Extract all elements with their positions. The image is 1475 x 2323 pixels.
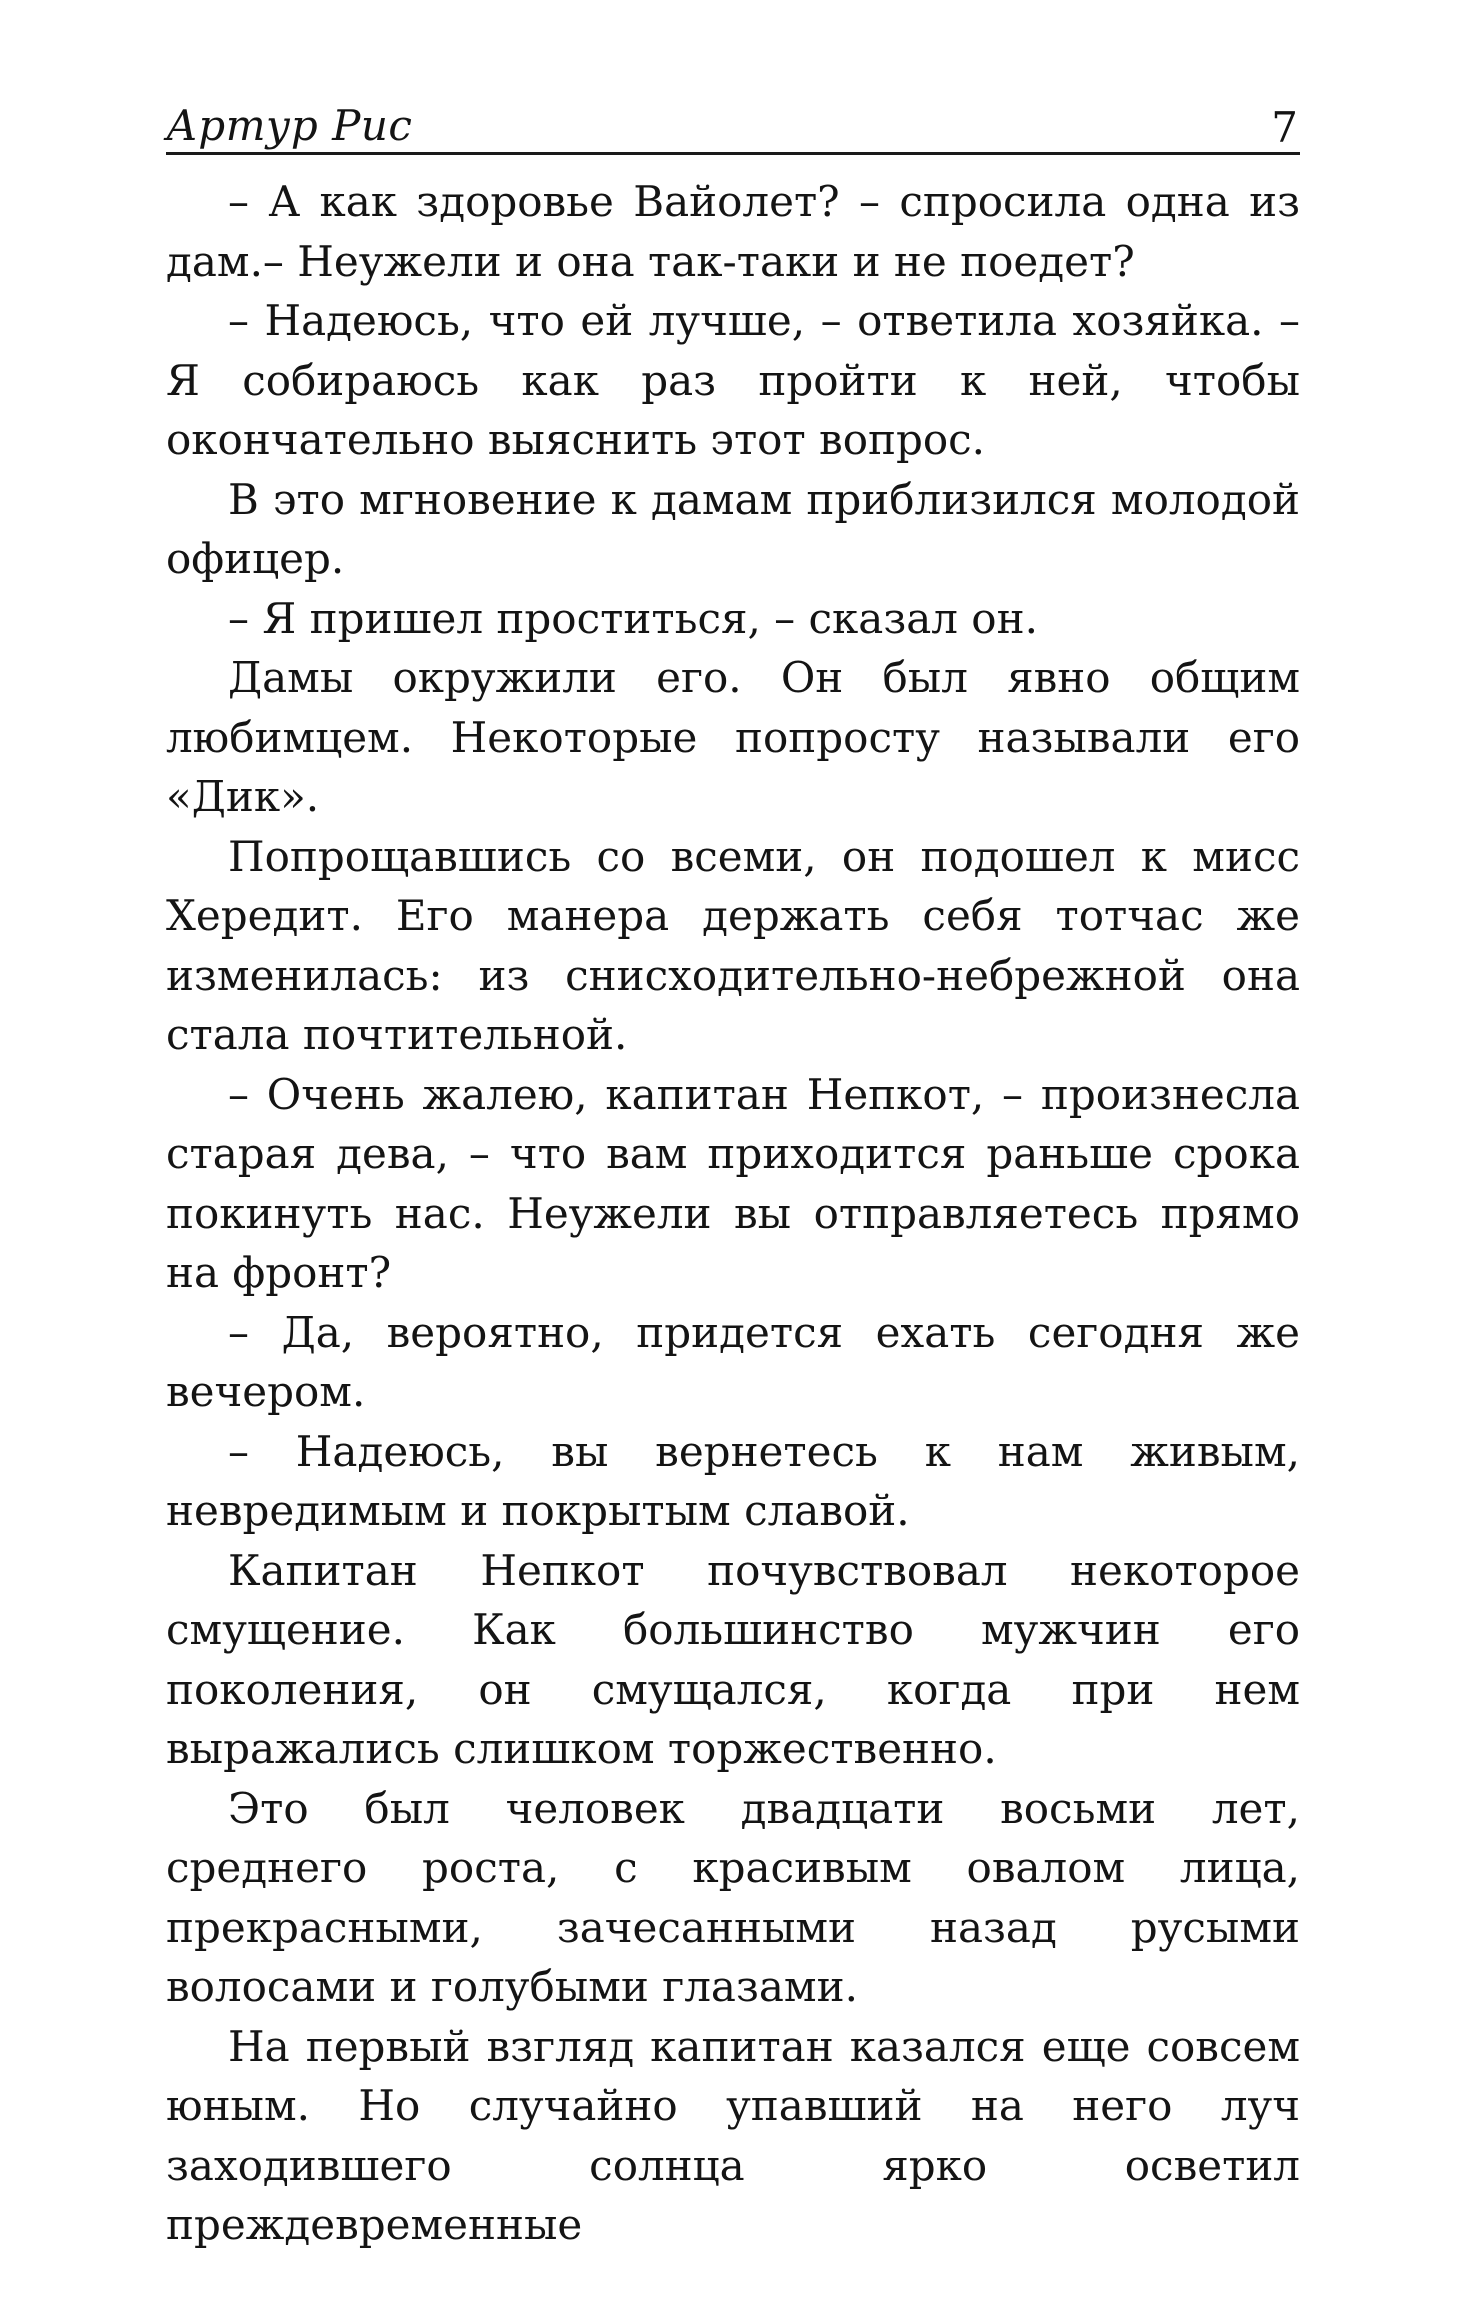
paragraph: – А как здоровье Вайолет? – спросила одна из дам.– Неужели и она так-таки и не поедет? (166, 177, 1300, 286)
paragraph: Это был человек двадцати восьми лет, среднего роста, с красивым овалом лица, прекрасными, зачесанными назад русыми волосами и голубыми глазами. (166, 1783, 1300, 2011)
paragraph: Дамы окружили его. Он был явно общим любимцем. Некоторые попросту называли его «Дик». (166, 653, 1300, 821)
paragraph: – Надеюсь, что ей лучше, – ответила хозяйка. – Я собираюсь как раз пройти к ней, чтобы окончательно выяснить этот вопрос. (166, 296, 1300, 464)
paragraph: На первый взгляд капитан казался еще совсем юным. Но случайно упавший на него луч заходившего солнца ярко осветил преждевременные (166, 2021, 1300, 2249)
paragraph: В это мгновение к дамам приблизился молодой офицер. (166, 474, 1300, 583)
body-text (166, 172, 1300, 2255)
page-number: 7 (1271, 103, 1298, 152)
paragraph: – Очень жалею, капитан Непкот, – произнесла старая дева, – что вам приходится раньше срока покинуть нас. Неужели вы отправляетесь прямо на фронт? (166, 1069, 1300, 1297)
paragraph: Капитан Непкот почувствовал некоторое смущение. Как большинство мужчин его поколения, он смущался, когда при нем выражались слишком торжественно. (166, 1545, 1300, 1773)
paragraph: – Да, вероятно, придется ехать сегодня же вечером. (166, 1307, 1300, 1416)
header-rule (166, 152, 1300, 155)
running-head-author: Артур Рис (166, 101, 413, 150)
paragraph: – Надеюсь, вы вернетесь к нам живым, невредимым и покрытым славой. (166, 1426, 1300, 1535)
paragraph: – Я пришел проститься, – сказал он. (228, 593, 1038, 643)
running-head (166, 96, 1300, 154)
paragraph: Попрощавшись со всеми, он подошел к мисс Хередит. Его манера держать себя тотчас же изменилась: из снисходительно-небрежной она стала почтительной. (166, 831, 1300, 1059)
